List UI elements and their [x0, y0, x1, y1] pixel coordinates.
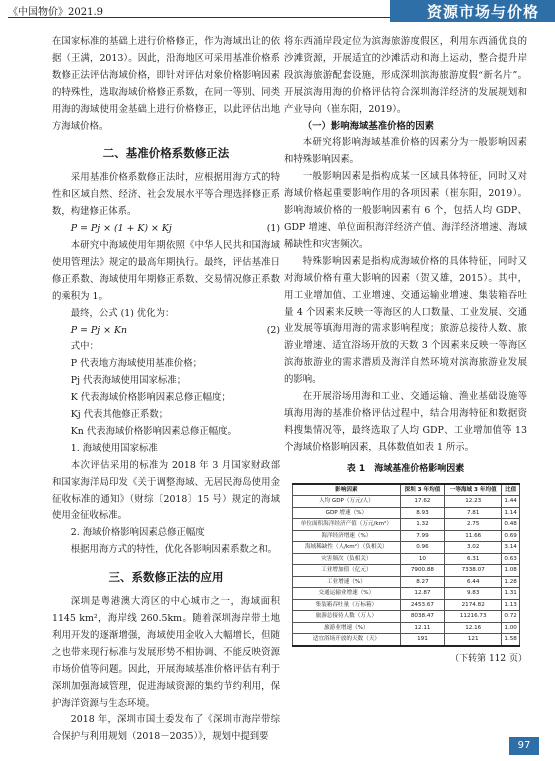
variable-def: Kj 代表其他修正系数；: [70, 409, 169, 421]
table-cell: 1.31: [502, 588, 520, 600]
table-cell: 1.44: [502, 496, 520, 508]
table-cell: 11216.73: [445, 611, 502, 623]
table-row: [293, 622, 520, 634]
section-title: 资源市场与价格: [426, 3, 539, 21]
table-cell: 8.27: [400, 576, 444, 588]
table-cell: 1.14: [502, 507, 520, 519]
table-cell: 12.11: [400, 622, 444, 634]
section-heading-3: 三、系数修正法的应用: [108, 570, 224, 585]
table-cell: 2174.82: [445, 599, 502, 611]
table-cell: 7900.88: [400, 565, 444, 577]
page-number: 97: [509, 737, 539, 755]
header-rule: [8, 17, 447, 18]
formula-number: (1): [266, 223, 280, 235]
table-cell: 2.75: [445, 519, 502, 531]
table-header: 一等海域 3 年均值: [445, 484, 502, 496]
table-cell: 海域稀缺性（人/km²）（负相关）: [293, 542, 401, 554]
paragraph: 采用基准价格系数修正法时，应根据用海方式的特性和区域自然、经济、社会发展水平等合理选择修正系数，构建修正体系。: [52, 172, 280, 218]
section-heading-2: 二、基准价格系数修正法: [102, 146, 230, 161]
factors-table: [292, 483, 520, 647]
table-cell: 0.63: [502, 553, 520, 565]
table-cell: 10: [400, 553, 444, 565]
table-cell: 旅游总接待人数（万人）: [293, 611, 401, 623]
paragraph: 在国家标准的基础上进行价格修正，作为海域出让的依据（王满，2013）。因此，沿海地区可采用基准价格系数修正法评估海域价格，即针对评估对象价格影响因素的特殊性，选取海域价格修正系数，在同一等别、同类用海的海域使用金基础上进行价格修正，以此评估出地方海域价格。: [52, 36, 280, 132]
table-row: [293, 542, 520, 554]
paragraph: 在开展浴场用海和工业、交通运输、渔业基础设施等填海用海的基准价格评估过程中，结合用海特征和数据资料搜集情况等，最终选取了人均 GDP、工业增加值等 13 个海域价格影响因素，具体数值如表 1 所示。: [284, 391, 527, 453]
table-header: 影响因素: [293, 484, 401, 496]
paragraph: 将东西涌岸段定位为滨海旅游度假区，利用东西涌优良的沙滩资源，开展适宜的沙滩活动和海上运动，整合提升岸段滨海旅游配套设施，形成深圳滨海旅游度假“新名片”。开展滨海用海的价格评估符合深圳海洋经济的发展规划和产业导向（崔东阳，2019）。: [284, 36, 527, 115]
table-row: [293, 611, 520, 623]
table-header: 比值: [502, 484, 520, 496]
table-cell: 工业增加值（亿元）: [293, 565, 401, 577]
table-cell: GDP 增速（%）: [293, 507, 401, 519]
table-cell: 7.81: [445, 507, 502, 519]
table-cell: 8038.47: [400, 611, 444, 623]
table-cell: 旅游业增速（%）: [293, 622, 401, 634]
subheading: 1. 海域使用国家标准: [70, 442, 158, 454]
table-cell: 1.13: [502, 599, 520, 611]
table-cell: 集装箱吞吐量（万标箱）: [293, 599, 401, 611]
table-cell: 12.23: [445, 496, 502, 508]
variable-def: K 代表海域价格影响因素总修正幅度；: [70, 392, 231, 404]
table-cell: 1.00: [502, 622, 520, 634]
table-cell: 1.32: [400, 519, 444, 531]
formula-text: P = Pj × (1 + K) × Kj: [70, 223, 172, 235]
table-cell: 1.28: [502, 576, 520, 588]
variable-def: Kn 代表海域价格影响因素总修正幅度。: [70, 425, 237, 437]
table-row: [293, 553, 520, 565]
formula-text: P = Pj × Kn: [70, 324, 127, 336]
variable-def: P 代表地方海域使用基准价格；: [70, 358, 202, 370]
table-row: [293, 507, 520, 519]
table-row: [293, 599, 520, 611]
table-cell: 7338.07: [445, 565, 502, 577]
continuation-note: （下转第 112 页）: [450, 653, 527, 664]
formula-2: [52, 323, 280, 340]
table-row: [293, 576, 520, 588]
paragraph: 根据用海方式的特性，优化各影响因素系数之和。: [70, 544, 278, 556]
table-cell: 3.02: [445, 542, 502, 554]
subheading: 2. 海域价格影响因素总修正幅度: [70, 527, 205, 539]
table-header-row: [293, 484, 520, 496]
paragraph: 一般影响因素是指构成某一区域具体特征，同时又对海域价格起重要影响作用的各项因素（崔东阳，2019）。影响海域价格的一般影响因素有 6 个，包括人均 GDP、GDP 增速、单位面积海洋经济产值、海洋经济增速、海域稀缺性和灾害频次。: [284, 171, 527, 250]
table-cell: 适宜浴场开放的天数（天）: [293, 634, 401, 646]
formula-number: (2): [266, 324, 280, 336]
table-cell: 121: [445, 634, 502, 646]
table-row: [293, 530, 520, 542]
formula-1: [52, 221, 280, 238]
paragraph: 式中：: [70, 341, 99, 353]
subsection-heading: （一）影响海域基准价格的因素: [302, 120, 435, 132]
variable-def: Pj 代表海域使用国家标准；: [70, 375, 187, 387]
table-cell: 0.69: [502, 530, 520, 542]
table-cell: 2453.67: [400, 599, 444, 611]
table-row: [293, 588, 520, 600]
table-cell: 单位面积海洋经济产值（万元/km²）: [293, 519, 401, 531]
table-cell: 1.58: [502, 634, 520, 646]
paragraph: 2018 年，深圳市国土委发布了《深圳市海岸带综合保护与利用规划（2018－2035）》，规划中提到要: [52, 714, 280, 743]
left-column: [52, 34, 280, 746]
table-cell: 工业增速（%）: [293, 576, 401, 588]
table-cell: 0.96: [400, 542, 444, 554]
table-row: [293, 519, 520, 531]
table-header: 深圳 3 年均值: [400, 484, 444, 496]
table-cell: 191: [400, 634, 444, 646]
table-cell: 12.87: [400, 588, 444, 600]
table-cell: 8.93: [400, 507, 444, 519]
journal-name: 《中国物价》2021.9: [8, 7, 103, 18]
table-cell: 交通运输业增速（%）: [293, 588, 401, 600]
paragraph: 特殊影响因素是指构成海域价格的具体特征，同时又对海域价格有重大影响的因素（贺又雄，2015）。其中，用工业增加值、工业增速、交通运输业增速、集装箱吞吐量 4 个因素来反映一等海区的人口数量、工业发展、交通业发展等填海用海的需求影响程度；旅游总接待人数、旅游业增速、适宜浴场开放的天数 3 个因素来反映一等海区滨海旅游业的需求潜质及海洋自然环境对滨海旅游业发展的影响。: [284, 255, 527, 386]
table-cell: 9.83: [445, 588, 502, 600]
table-cell: 12.16: [445, 622, 502, 634]
table-row: [293, 565, 520, 577]
paragraph: 本研究中海域使用年期依照《中华人民共和国海域使用管理法》规定的最高年期执行。最终，评估基准日修正系数、海域使用年期修正系数、交易情况修正系数的乘积为 1。: [52, 239, 280, 302]
table-cell: 0.48: [502, 519, 520, 531]
paragraph: 深圳是粤港澳大湾区的中心城市之一，海域面积 1145 km²，海岸线 260.5km。随着深圳海岸带土地利用开发的逐渐增强，海域使用金收入大幅增长，但随之也带来现行标准与发展形势不相协调、不能反映资源市场价值等问题。因此，开展海域基准价格评估有利于深圳加强海域管理，促进海域资源的集约节约利用，保护海洋资源与生态环境。: [52, 596, 280, 709]
right-column: [284, 34, 527, 667]
paragraph: 本次评估采用的标准为 2018 年 3 月国家财政部和国家海洋局印发《关于调整海域、无居民海岛使用金征收标准的通知》（财综〔2018〕15 号）规定的海域使用金征收标准。: [52, 459, 280, 522]
table-cell: 灾害频次（负相关）: [293, 553, 401, 565]
paragraph: 最终，公式 (1) 优化为：: [70, 307, 175, 319]
table-cell: 3.14: [502, 542, 520, 554]
table-cell: 6.31: [445, 553, 502, 565]
table-cell: 海洋经济增速（%）: [293, 530, 401, 542]
table-cell: 17.62: [400, 496, 444, 508]
table-cell: 6.44: [445, 576, 502, 588]
table-cell: 11.66: [445, 530, 502, 542]
table-cell: 0.72: [502, 611, 520, 623]
table-cell: 7.99: [400, 530, 444, 542]
page-header: [0, 0, 555, 22]
table-row: [293, 496, 520, 508]
table-cell: 1.08: [502, 565, 520, 577]
table-caption: 表 1 海域基准价格影响因素: [346, 463, 465, 474]
table-row: [293, 634, 520, 646]
table-cell: 人均 GDP（万元/人）: [293, 496, 401, 508]
paragraph: 本研究将影响海域基准价格的因素分为一般影响因素和特殊影响因素。: [284, 137, 527, 166]
